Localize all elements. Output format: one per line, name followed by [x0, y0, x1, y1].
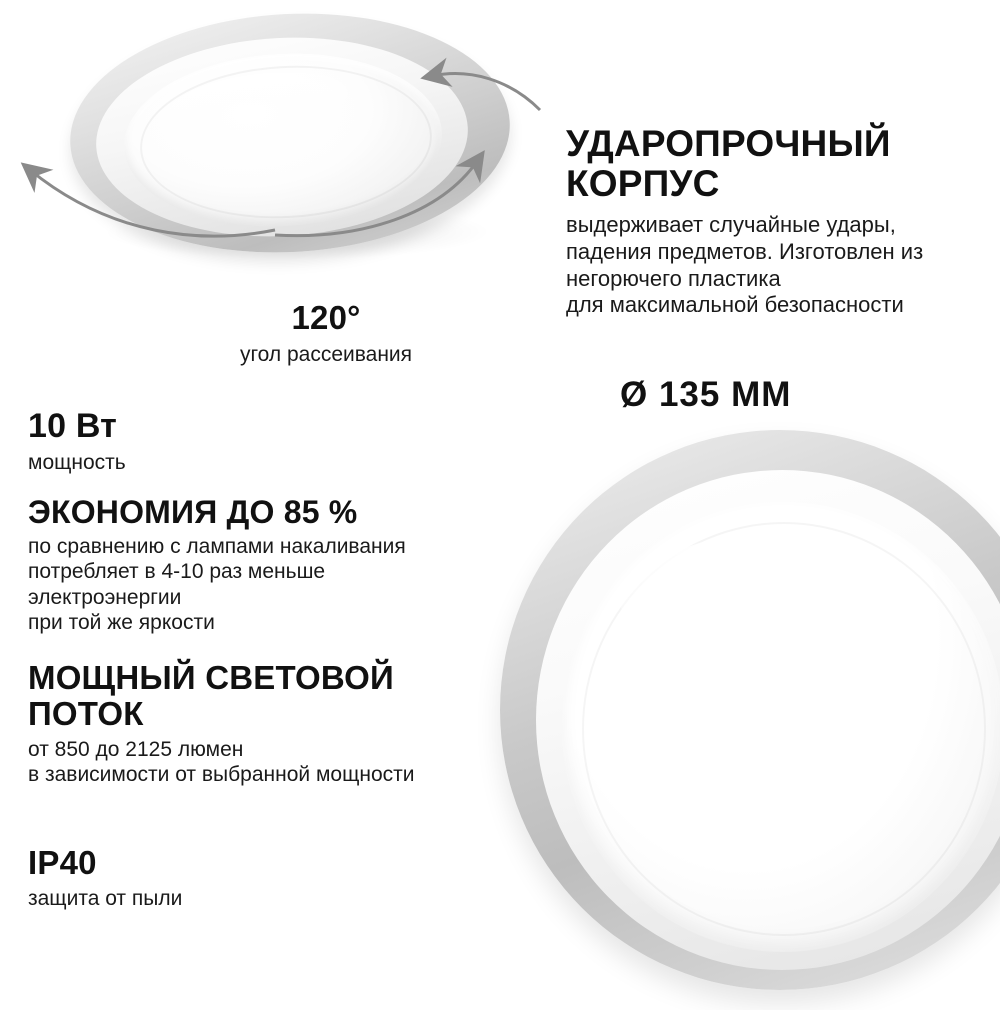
beam-angle-arrows	[0, 40, 560, 340]
arrow-left-icon	[30, 170, 275, 236]
feature-economy	[28, 495, 478, 636]
economy-description: по сравнению с лампами накаливания потребляет в 4-10 раз меньше электроэнергии при той же яркости	[28, 534, 406, 635]
ip-label: защита от пыли	[28, 886, 183, 910]
arrow-callout-icon	[432, 74, 540, 110]
economy-title: ЭКОНОМИЯ ДО 85 %	[28, 494, 358, 530]
arrow-right-icon	[275, 160, 478, 236]
ip-value: IP40	[28, 844, 97, 881]
feature-power	[28, 408, 458, 475]
beam-angle-label: угол рассеивания	[239, 342, 413, 366]
impact-description: выдерживает случайные удары, падения предметов. Изготовлен из негорючего пластика для максимальной безопасности	[566, 211, 924, 318]
power-label: мощность	[28, 450, 126, 474]
flux-description: от 850 до 2125 люмен в зависимости от выбранной мощности	[28, 737, 415, 787]
feature-ip-protection	[28, 845, 408, 911]
power-value: 10 Вт	[28, 407, 118, 445]
feature-beam-angle	[176, 300, 476, 367]
beam-angle-value: 120°	[291, 299, 361, 336]
feature-impact-housing	[566, 124, 966, 319]
impact-title: УДАРОПРОЧНЫЙ КОРПУС	[566, 123, 891, 204]
flux-title: МОЩНЫЙ СВЕТОВОЙ ПОТОК	[28, 659, 394, 733]
lamp-large-illustration	[500, 430, 1000, 1010]
diameter-value: Ø 135 ММ	[620, 375, 792, 414]
feature-diameter	[620, 376, 980, 414]
feature-luminous-flux	[28, 660, 488, 788]
